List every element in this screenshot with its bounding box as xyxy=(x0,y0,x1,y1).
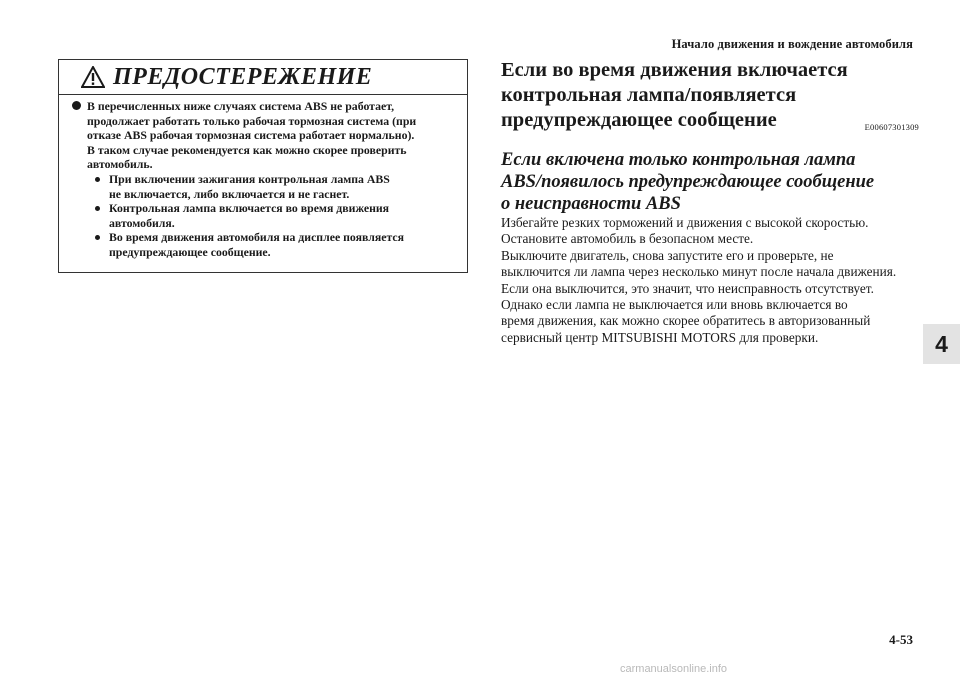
body-line: Выключите двигатель, снова запустите его и проверьте, не xyxy=(501,247,834,263)
section-code: E00607301309 xyxy=(864,122,919,132)
body-line: время движения, как можно скорее обратитесь в авторизованный xyxy=(501,313,871,329)
page-number: 4-53 xyxy=(889,632,913,647)
warning-sub-item xyxy=(87,172,457,201)
warning-title: ПРЕДОСТЕРЕЖЕНИЕ xyxy=(113,63,373,90)
warning-main-line: В таком случае рекомендуется как можно скорее проверить xyxy=(87,142,407,157)
warning-sub-line: Во время движения автомобиля на дисплее появляется xyxy=(109,230,405,245)
warning-sub-list xyxy=(87,172,457,260)
warning-main-line: В перечисленных ниже случаях система ABS не работает, xyxy=(87,99,395,113)
warning-sub-line: Контрольная лампа включается во время движения xyxy=(109,201,390,216)
section-title xyxy=(501,58,919,133)
section-title-line: контрольная лампа/появляется xyxy=(501,84,797,106)
body-line: сервисный центр MITSUBISHI MOTORS для проверки. xyxy=(501,329,819,345)
body-line: Избегайте резких торможений и движения с высокой скоростью. xyxy=(501,215,869,230)
subsection-title-line: ABS/появилось предупреждающее сообщение xyxy=(501,172,875,192)
warning-sub-line: При включении зажигания контрольная лампа ABS xyxy=(109,171,390,186)
chapter-tab: 4 xyxy=(923,324,960,364)
warning-main-bullet xyxy=(69,99,457,260)
warning-sub-item xyxy=(87,201,457,230)
warning-triangle-icon xyxy=(81,66,105,88)
body-line: Однако если лампа не выключается или вновь включается во xyxy=(501,297,848,313)
sub-bullet-icon xyxy=(95,235,100,240)
section-title-line: предупреждающее сообщение xyxy=(501,109,777,131)
subsection-title-line: Если включена только контрольная лампа xyxy=(501,150,856,170)
warning-sub-line: автомобиля. xyxy=(109,215,175,230)
subsection-title xyxy=(501,149,919,215)
section-title-line: Если во время движения включается xyxy=(501,59,848,81)
warning-main-line: отказе ABS рабочая тормозная система работает нормально). xyxy=(87,128,415,143)
body-line: Остановите автомобиль в безопасном месте. xyxy=(501,231,754,247)
subsection-title-line: о неисправности ABS xyxy=(501,194,681,214)
warning-box xyxy=(58,59,468,273)
warning-body xyxy=(59,95,467,260)
warning-main-line: продолжает работать только рабочая тормозная система (при xyxy=(87,113,417,128)
section-column xyxy=(501,58,919,346)
body-line: Если она выключится, это значит, что неисправность отсутствует. xyxy=(501,280,874,296)
warning-sub-line: предупреждающее сообщение. xyxy=(109,244,271,259)
sub-bullet-icon xyxy=(95,206,100,211)
warning-sub-line: не включается, либо включается и не гаснет. xyxy=(109,186,350,201)
sub-bullet-icon xyxy=(95,177,100,182)
watermark: carmanualsonline.info xyxy=(620,663,728,675)
body-line: выключится ли лампа через несколько минут после начала движения. xyxy=(501,264,897,280)
warning-header xyxy=(59,60,467,95)
warning-main-line: автомобиль. xyxy=(87,157,153,172)
bullet-dot-icon xyxy=(72,101,81,110)
warning-sub-item xyxy=(87,230,457,259)
running-header: Начало движения и вождение автомобиля xyxy=(671,37,913,51)
section-body xyxy=(501,215,919,346)
